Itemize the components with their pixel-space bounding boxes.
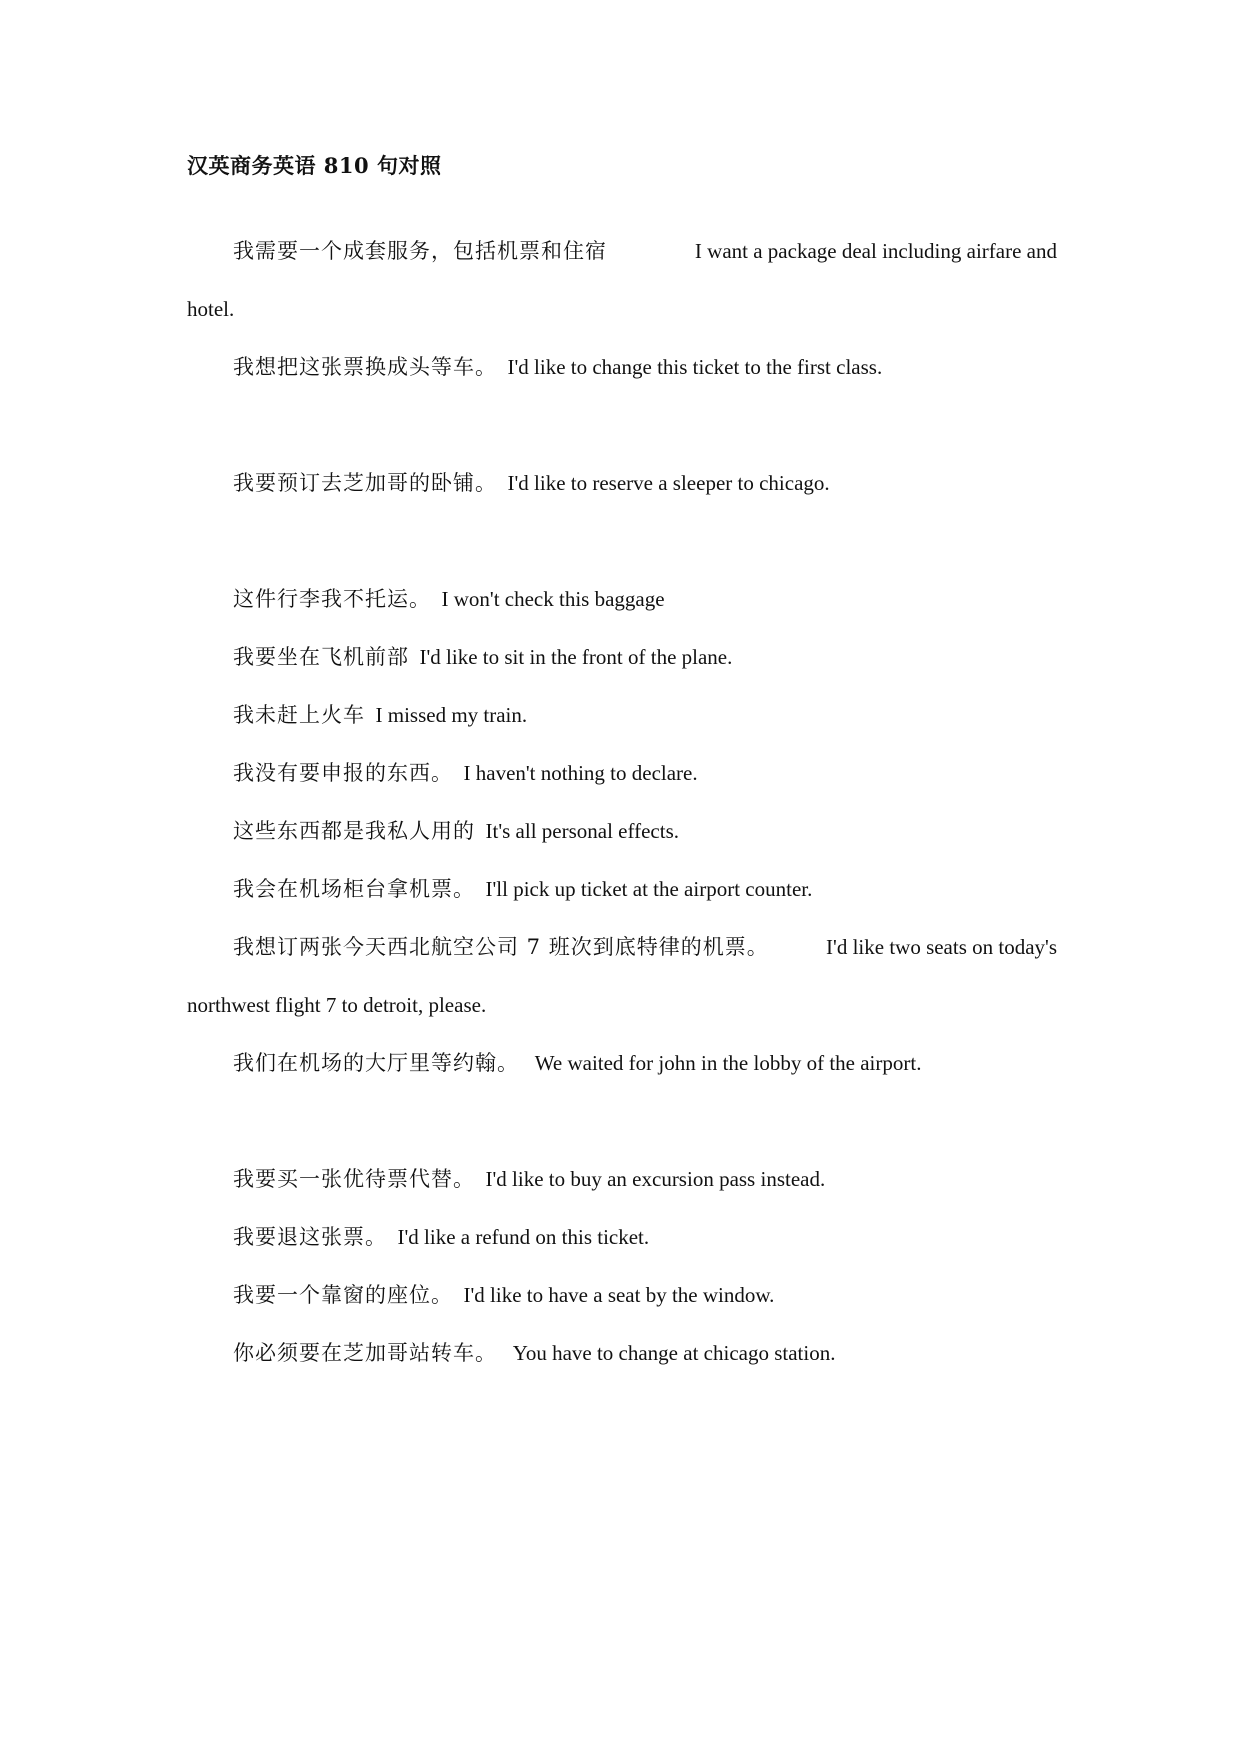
sentence-10-en-cont: northwest flight 7 to detroit, please. xyxy=(187,993,487,1017)
sentence-13-en: I'd like a refund on this ticket. xyxy=(397,1225,650,1249)
sentence-14-en: I'd like to have a seat by the window. xyxy=(463,1283,775,1307)
sentence-3-en: I'd like to reserve a sleeper to chicago. xyxy=(507,471,830,495)
sentence-4-zh: 这件行李我不托运。 xyxy=(233,587,431,611)
sentence-15-en: You have to change at chicago station. xyxy=(512,1341,836,1365)
sentence-9 xyxy=(233,874,1057,904)
sentence-6-en: I missed my train. xyxy=(375,703,528,727)
sentence-3-zh: 我要预订去芝加哥的卧铺。 xyxy=(233,471,497,495)
sentence-9-zh: 我会在机场柜台拿机票。 xyxy=(233,877,475,901)
sentence-11-zh: 我们在机场的大厅里等约翰。 xyxy=(233,1051,519,1075)
sentence-4 xyxy=(233,584,1057,614)
sentence-11-en: We waited for john in the lobby of the airport. xyxy=(534,1051,922,1075)
sentence-5 xyxy=(233,642,1057,672)
sentence-6-zh: 我未赶上火车 xyxy=(233,703,365,727)
sentence-10-zh: 我想订两张今天西北航空公司 7 班次到底特律的机票。 xyxy=(233,935,769,959)
sentence-1-en: I want a package deal including airfare and xyxy=(694,239,1057,263)
sentence-11 xyxy=(233,1048,1057,1078)
sentence-13-zh: 我要退这张票。 xyxy=(233,1225,387,1249)
sentence-1-line-2 xyxy=(187,294,1057,324)
sentence-7-en: I haven't nothing to declare. xyxy=(463,761,698,785)
sentence-2-zh: 我想把这张票换成头等车。 xyxy=(233,355,497,379)
sentence-3 xyxy=(233,468,1057,498)
sentence-2-en: I'd like to change this ticket to the first class. xyxy=(507,355,883,379)
sentence-14-zh: 我要一个靠窗的座位。 xyxy=(233,1283,453,1307)
sentence-2 xyxy=(233,352,1057,382)
sentence-7 xyxy=(233,758,1057,788)
document-title: 汉英商务英语 810 句对照 xyxy=(187,153,442,178)
sentence-8-en: It's all personal effects. xyxy=(485,819,679,843)
sentence-12 xyxy=(233,1164,1057,1194)
sentence-6 xyxy=(233,700,1057,730)
sentence-15-zh: 你必须要在芝加哥站转车。 xyxy=(233,1341,497,1365)
sentence-1-en-cont: hotel. xyxy=(187,297,235,321)
sentence-1-zh: 我需要一个成套服务，包括机票和住宿 xyxy=(233,239,607,263)
sentence-8-zh: 这些东西都是我私人用的 xyxy=(233,819,475,843)
sentence-12-en: I'd like to buy an excursion pass instead. xyxy=(485,1167,826,1191)
sentence-15 xyxy=(233,1338,1057,1368)
sentence-14 xyxy=(233,1280,1057,1310)
sentence-8 xyxy=(233,816,1057,846)
sentence-1-line-1 xyxy=(233,236,1057,266)
sentence-10-line-2 xyxy=(187,990,1057,1020)
sentence-9-en: I'll pick up ticket at the airport counter. xyxy=(485,877,813,901)
sentence-10-en: I'd like two seats on today's xyxy=(826,935,1057,959)
sentence-10-line-1 xyxy=(233,932,1057,962)
sentence-7-zh: 我没有要申报的东西。 xyxy=(233,761,453,785)
sentence-12-zh: 我要买一张优待票代替。 xyxy=(233,1167,475,1191)
sentence-5-zh: 我要坐在飞机前部 xyxy=(233,645,409,669)
sentence-5-en: I'd like to sit in the front of the plane. xyxy=(419,645,733,669)
sentence-4-en: I won't check this baggage xyxy=(441,587,665,611)
sentence-13 xyxy=(233,1222,1057,1252)
